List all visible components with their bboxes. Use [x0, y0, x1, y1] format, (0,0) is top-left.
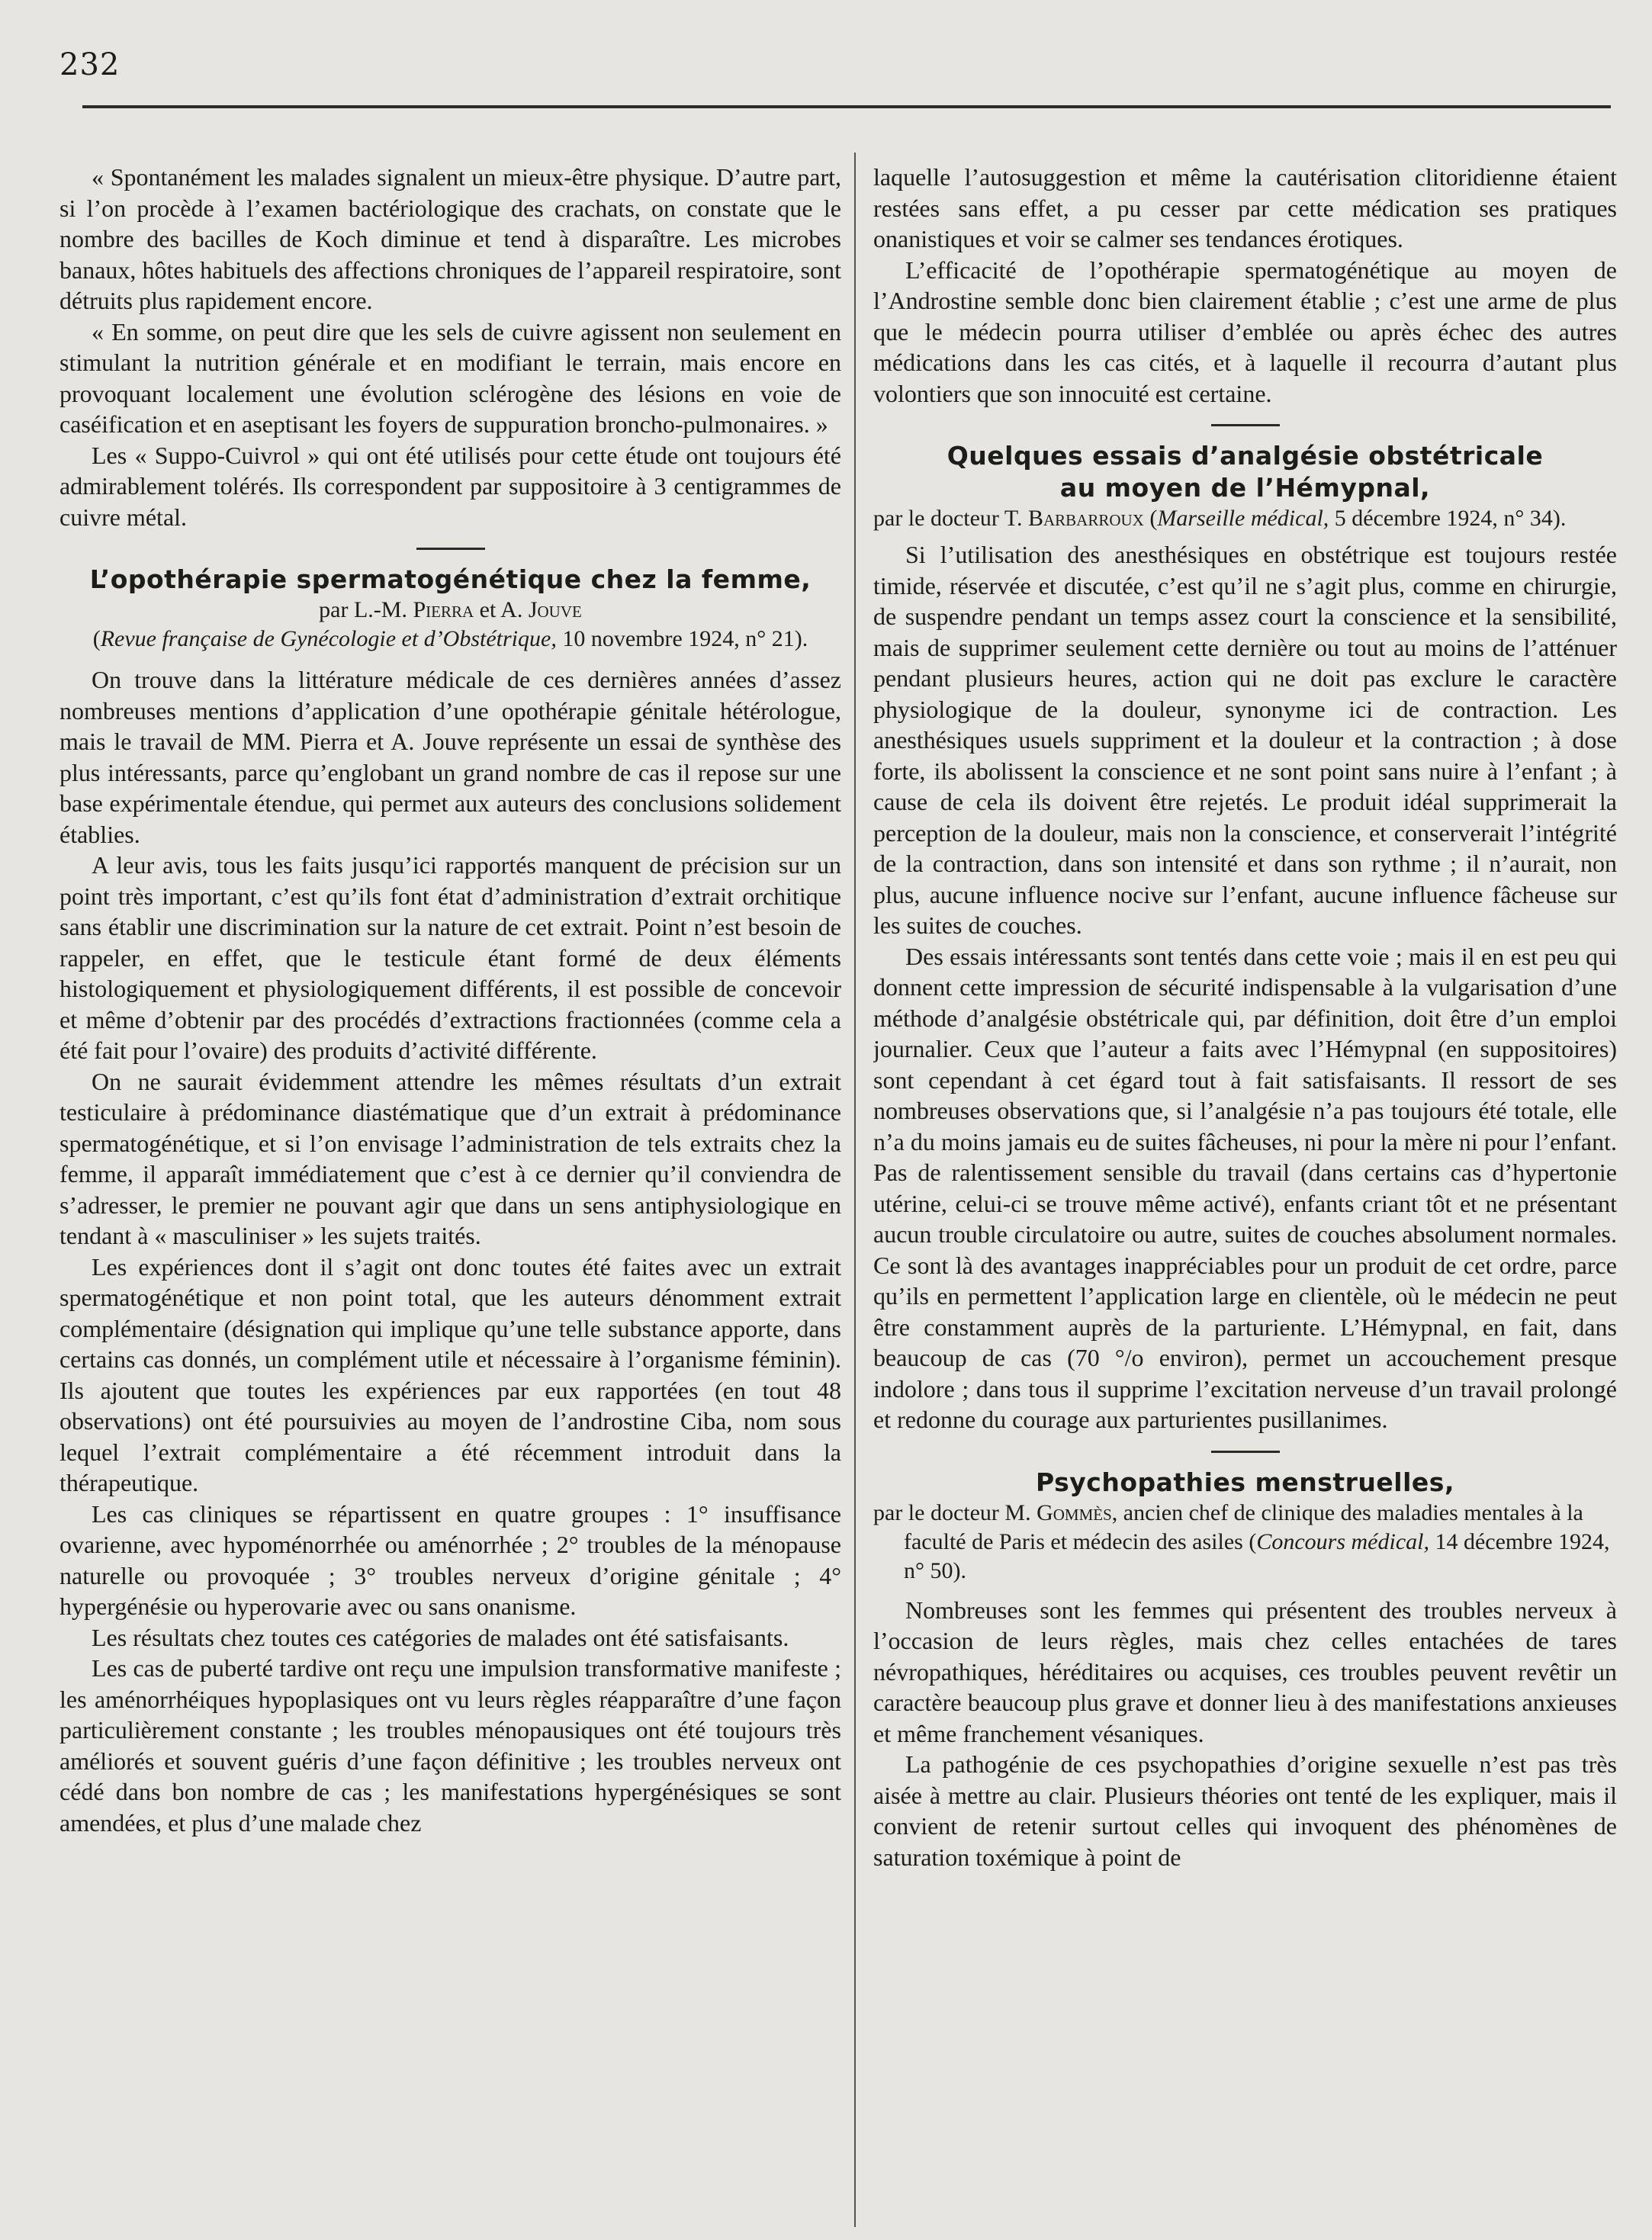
source-journal: Concours médical, [1256, 1528, 1429, 1554]
article-byline [873, 504, 1617, 533]
source-date: 10 novembre 1924, n° 21). [556, 626, 808, 651]
continuation-paragraph: L’efficacité de l’opothérapie spermatogénétique au moyen de l’Androstine semble donc bien clairement établie ; c’est une arme de plus que le médecin pourra utiliser d’emblée ou après échec des autres médications dans les cas cités, et à laquelle il recourra d’autant plus volontiers que son innocuité est certaine. [873, 255, 1617, 407]
article-paragraph: Des essais intéressants sont tentés dans cette voie ; mais il en est peu qui donnent cette impression de sécurité indispensable à la vulgarisation d’une méthode d’analgésie obstétricale qui, par définition, doit être d’un emploi journalier. Ceux que l’auteur a faits avec l’Hémypnal (en suppositoires) sont cependant à cet égard tout à fait satisfaisants. Il ressort de ses nombreuses observations que, si l’analgésie n’a pas toujours été totale, elle n’a du moins jamais eu de suites fâcheuses, ni pour la mère ni pour l’enfant. Pas de ralentissement sensible du travail (dans certains cas d’hypertonie utérine, celui-ci se trouve même activé), enfants criant tôt et ne présentant aucun trouble circulatoire ou autre, suites de couches absolument normales. Ce sont là des avantages inappréciables pour un produit de cet ordre, parce qu’ils en permettent l’application large en clientèle, où le médecin ne peut être constamment auprès de la parturiente. L’Hémypnal, en fait, dans beaucoup de cas (70 °/o environ), permet un accouchement presque indolore ; dans tous il supprime l’excitation nerveuse d’un travail prolongé et redonne du courage aux parturientes pusillanimes. [873, 942, 1617, 1433]
continuation-paragraph: « Spontanément les malades signalent un mieux-être physique. D’autre part, si l’on procède à l’examen bactériologique des crachats, on constate que le nombre des bacilles de Koch diminue et tend à disparaître. Les microbes banaux, hôtes habituels des affections chroniques de l’appareil respiratoire, sont détruits plus rapidement encore. [59, 163, 841, 314]
byline-rest: , ancien chef de clinique des maladies mentales à la faculté de Paris et médecin des asiles ( [904, 1499, 1583, 1554]
article-title: Quelques essais d’analgésie obstétricale [947, 441, 1544, 471]
byline-mid: et A. [474, 597, 529, 622]
continuation-paragraph: « En somme, on peut dire que les sels de cuivre agissent non seulement en stimulant la nutrition générale et en modifiant le terrain, mais encore en provoquant localement une évolution sclérogène des lésions en voie de caséification et en aseptisant les foyers de suppuration broncho-pulmonaires. » [59, 317, 841, 438]
source-journal: Revue française de Gynécologie et d’Obstétrique, [100, 626, 557, 651]
author-name: Pierra [413, 597, 474, 622]
article-byline [59, 596, 841, 625]
left-column [59, 162, 841, 2221]
article-paragraph: Nombreuses sont les femmes qui présentent des troubles nerveux à l’occasion de leurs règles, mais chez celles entachées de tares névropathiques, héréditaires ou acquises, ces troubles peuvent revêtir un caractère beaucoup plus grave et donner lieu à des manifestations anxieuses et même franchement vésaniques. [873, 1596, 1617, 1747]
article-paragraph: La pathogénie de ces psychopathies d’origine sexuelle n’est pas très aisée à mettre au clair. Plusieurs théories ont tenté de les expliquer, mais il convient de retenir surtout celles qui invoquent des phénomènes de saturation toxémique à point de [873, 1750, 1617, 1871]
article-paragraph: Les cas de puberté tardive ont reçu une impulsion transformative manifeste ; les aménorrhéiques hypoplasiques ont vu leurs règles réapparaître d’une façon particulièrement constante ; les troubles ménopausiques ont été toujours très améliorés et souvent guéris d’une façon définitive ; les troubles nerveux ont cédé dans bon nombre de cas ; les manifestations hypergénésiques se sont amendées, et plus d’une malade chez [59, 1654, 841, 1837]
section-separator [416, 548, 485, 550]
article-title-line2: au moyen de l’Hémypnal, [1059, 473, 1431, 503]
source-open: ( [92, 626, 101, 651]
right-column [873, 162, 1617, 2221]
article-paragraph: Les résultats chez toutes ces catégories de malades ont été satisfaisants. [92, 1623, 789, 1651]
article-source [59, 625, 841, 654]
article-paragraph: A leur avis, tous les faits jusqu’ici rapportés manquent de précision sur un point très important, c’est qu’ils font état d’administration d’extrait orchitique sans établir une discrimination sur la nature de cet extrait. Point n’est besoin de rappeler, en effet, que le testicule étant formé de deux éléments histologiquement et physiologiquement différents, il est possible de concevoir et même d’obtenir par des procédés d’extractions fractionnées (comme cela a été fait pour l’ovaire) des produits d’activité différente. [59, 851, 841, 1064]
column-divider [854, 153, 856, 2227]
article-paragraph: On ne saurait évidemment attendre les mêmes résultats d’un extrait testiculaire à prédominance diastématique que d’un extrait à prédominance spermatogénétique, et si l’on envisage l’administration de tels extraits chez la femme, il apparaît immédiatement que c’est à ce dernier qu’il conviendra de s’adresser, le premier ne pouvant agir que dans un sens antiphysiologique en tendant à « masculiniser » les sujets traités. [59, 1067, 841, 1249]
section-separator [1211, 424, 1280, 426]
source-date: 14 décembre 1924, n° 50). [904, 1528, 1610, 1583]
byline-prefix: par L.-M. [319, 597, 413, 622]
author-name: Jouve [528, 597, 582, 622]
continuation-paragraph: laquelle l’autosuggestion et même la cautérisation clitoridienne étaient restées sans effet, a pu cesser par cette médication ses pratiques onanistiques et voir se calmer ses tendances érotiques. [873, 163, 1617, 252]
section-separator [1211, 1451, 1280, 1453]
article-paragraph: Si l’utilisation des anesthésiques en obstétrique est toujours restée timide, réservée et discutée, c’est qu’il ne s’agit plus, comme en chirurgie, de suspendre pendant un temps assez court la conscience et la sensibilité, mais de supprimer seulement cette dernière ou tout au moins de l’atténuer pendant plusieurs heures, action qui ne doit pas exclure le caractère physiologique de la douleur, synonyme ici de contraction. Les anesthésiques usuels suppriment et la douleur et la contraction ; à dose forte, ils abolissent la conscience et ne sont point sans nuire à l’enfant ; à cause de cela ils doivent être rejetés. Le produit idéal supprimerait la perception de la douleur, mais non la conscience, et conserverait l’intégrité de la contraction, dans son intensité et dans son rythme ; il n’aurait, non plus, aucune influence nocive sur l’enfant, aucune influence fâcheuse sur les suites de couches. [873, 541, 1617, 939]
source-open: ( [1143, 506, 1158, 531]
author-name: Gommès [1037, 1499, 1112, 1525]
article-paragraph: Les cas cliniques se répartissent en quatre groupes : 1° insuffisance ovarienne, avec hypoménorrhée ou aménorrhée ; 2° troubles de la ménopause naturelle ou provoquée ; 3° troubles nerveux d’origine génitale ; 4° hypergénésie ou hyperovarie avec ou sans onanisme. [59, 1499, 841, 1620]
byline-prefix: par le docteur T. [873, 506, 1028, 531]
author-name: Barbarroux [1027, 506, 1144, 531]
article-paragraph: On trouve dans la littérature médicale de ces dernières années d’assez nombreuses mentions d’application d’une opothérapie génitale hétérologue, mais le travail de MM. Pierra et A. Jouve représente un essai de synthèse des plus intéressants, parce qu’englobant un grand nombre de cas il repose sur une base expérimentale étendue, qui permet aux auteurs des conclusions solidement établies. [59, 666, 841, 848]
source-date: 5 décembre 1924, n° 34). [1329, 506, 1567, 531]
article-title: Psychopathies menstruelles, [1036, 1467, 1454, 1497]
continuation-paragraph: Les « Suppo-Cuivrol » qui ont été utilisés pour cette étude ont toujours été admirablement tolérés. Ils correspondent par suppositoire à 3 centigrammes de cuivre métal. [59, 441, 841, 531]
article-byline [873, 1499, 1617, 1586]
article-title: L’opothérapie spermatogénétique chez la femme, [89, 564, 812, 594]
byline-prefix: par le docteur M. [873, 1499, 1037, 1525]
header-rule [82, 105, 1611, 108]
article-paragraph: Les expériences dont il s’agit ont donc toutes été faites avec un extrait spermatogénétique et non point total, que les auteurs dénomment extrait complémentaire (désignation qui implique qu’une telle substance apporte, dans certains cas donnés, un complément utile et nécessaire à l’organisme féminin). Ils ajoutent que toutes les expériences par eux rapportées (en tout 48 observations) ont été poursuivies au moyen de l’androstine Ciba, nom sous lequel l’extrait complémentaire a été récemment introduit dans la thérapeutique. [59, 1252, 841, 1496]
page-number: 232 [59, 47, 121, 82]
source-journal: Marseille médical, [1157, 506, 1329, 531]
